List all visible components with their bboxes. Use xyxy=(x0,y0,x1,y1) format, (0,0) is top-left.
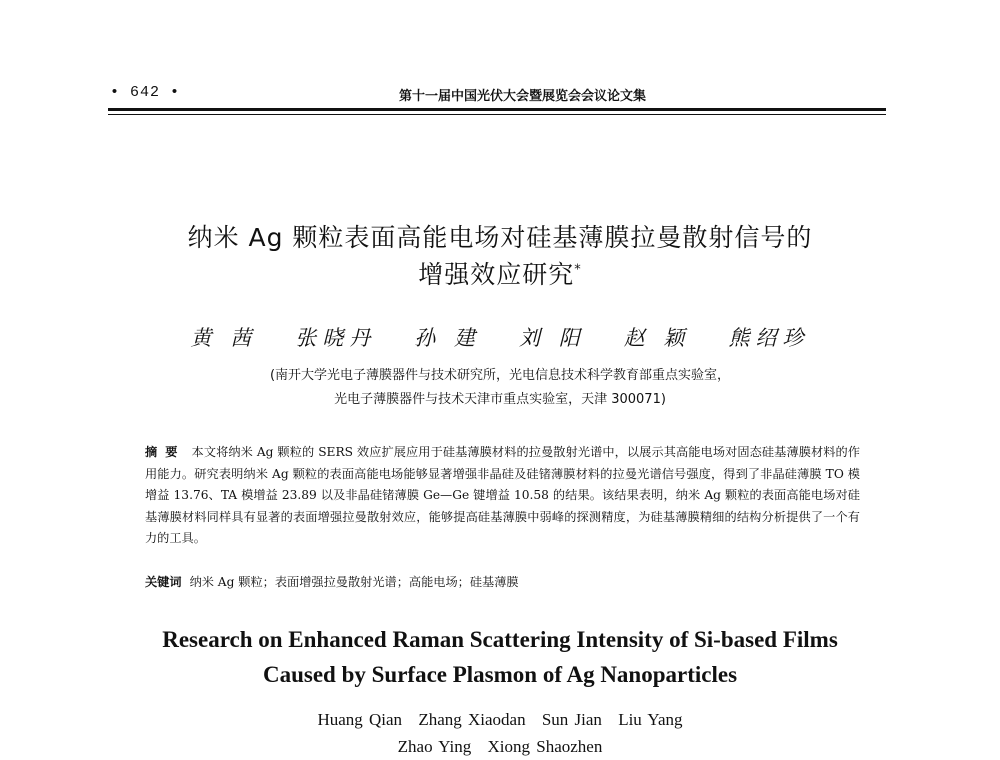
title-cn-line2: 增强效应研究 xyxy=(418,260,575,289)
author-cn: 熊绍珍 xyxy=(728,326,810,350)
author-cn: 黄 茜 xyxy=(190,326,258,350)
author-en: Zhang Xiaodan xyxy=(418,710,526,729)
page-number: • 642 • xyxy=(110,84,181,101)
running-header xyxy=(110,82,885,106)
author-en: Zhao Ying xyxy=(397,737,472,756)
keywords-cn xyxy=(145,573,860,590)
header-rule-thick xyxy=(108,108,886,111)
abstract-text: 本文将纳米 Ag 颗粒的 SERS 效应扩展应用于硅基薄膜材料的拉曼散射光谱中，以展示其高能电场对固态硅基薄膜材料的作用能力。研究表明纳米 Ag 颗粒的表面高能电场能够显著增强非晶硅及硅锗薄膜材料的拉曼光谱信号强度，得到了非晶硅薄膜 TO 模增益 13.76、TA 模增益 23.89 以及非晶硅锗薄膜 Ge—Ge 键增益 10.58 的结果。该结果表明，纳米 Ag 颗粒的表面高能电场对硅基薄膜材料同样具有显著的表面增强拉曼散射效应，能够提高硅基薄膜中弱峰的探测精度，为硅基薄膜精细的结构分析提供了一个有力的工具。 xyxy=(145,445,860,546)
footnote-mark: * xyxy=(574,262,582,278)
abstract-cn xyxy=(145,442,860,550)
author-en: Huang Qian xyxy=(317,710,403,729)
author-cn: 赵 颖 xyxy=(623,326,691,350)
author-en: Xiong Shaozhen xyxy=(487,737,603,756)
title-en-line1: Research on Enhanced Raman Scattering Intensity of Si-based Films xyxy=(162,627,838,652)
author-cn: 刘 阳 xyxy=(519,326,586,350)
affiliation-line1: (南开大学光电子薄膜器件与技术研究所，光电信息技术科学教育部重点实验室， xyxy=(269,368,731,383)
title-cn-line2-wrap xyxy=(100,255,900,291)
author-cn: 孙 建 xyxy=(414,326,481,350)
keywords-label: 关键词 xyxy=(145,575,182,589)
abstract-label: 摘要 xyxy=(145,445,186,459)
author-en: Sun Jian xyxy=(541,710,602,729)
affiliation-line2: 光电子薄膜器件与技术天津市重点实验室，天津 300071) xyxy=(334,392,666,407)
author-cn: 张晓丹 xyxy=(295,326,377,350)
authors-en-line2 xyxy=(100,737,900,757)
title-cn-line1: 纳米 Ag 颗粒表面高能电场对硅基薄膜拉曼散射信号的 xyxy=(187,223,813,252)
authors-en-line1 xyxy=(100,710,900,730)
authors-cn xyxy=(100,322,900,352)
header-rule-thin xyxy=(108,114,886,115)
running-title: 第十一届中国光伏大会暨展览会会议论文集 xyxy=(398,89,646,104)
title-en-line2: Caused by Surface Plasmon of Ag Nanoparticles xyxy=(262,662,738,687)
keywords-text: 纳米 Ag 颗粒；表面增强拉曼散射光谱；高能电场；硅基薄膜 xyxy=(189,575,519,589)
author-en: Liu Yang xyxy=(618,710,683,729)
